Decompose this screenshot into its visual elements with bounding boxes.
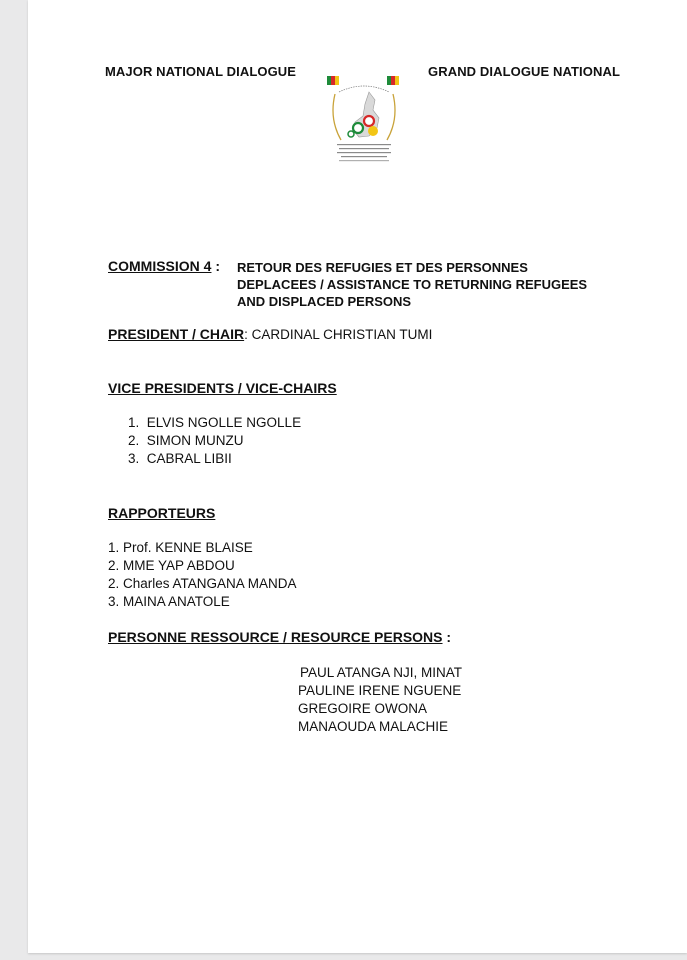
president-label: PRESIDENT / CHAIR (108, 326, 245, 342)
document-page (28, 0, 687, 953)
list-item: 2. MME YAP ABDOU (108, 558, 235, 573)
list-item: 1. ELVIS NGOLLE NGOLLE (128, 415, 302, 430)
list-item: PAULINE IRENE NGUENE (298, 683, 462, 698)
vice-presidents-heading: VICE PRESIDENTS / VICE-CHAIRS (108, 380, 337, 396)
commission-title (237, 259, 587, 310)
commission-title-line: AND DISPLACED PERSONS (237, 294, 412, 309)
resource-persons-suffix: : (442, 629, 452, 645)
commission-heading (108, 258, 224, 274)
rapporteurs-heading: RAPPORTEURS (108, 505, 216, 521)
list-item: GREGOIRE OWONA (298, 701, 428, 716)
header-left-title: MAJOR NATIONAL DIALOGUE (105, 64, 297, 79)
commission-title-line: RETOUR DES REFUGIES ET DES PERSONNES (237, 260, 528, 275)
vice-presidents-list (128, 414, 301, 468)
commission-label: COMMISSION 4 (108, 258, 212, 274)
commission-separator: : (211, 258, 224, 274)
president-name: CARDINAL CHRISTIAN TUMI (251, 327, 433, 342)
president-row (108, 326, 432, 344)
list-item: MANAOUDA MALACHIE (298, 719, 449, 734)
header-right-title: GRAND DIALOGUE NATIONAL (428, 64, 620, 79)
list-item: PAUL ATANGA NJI, MINAT (300, 665, 463, 680)
resource-persons-label: PERSONNE RESSOURCE / RESOURCE PERSONS (108, 629, 443, 645)
list-item: 3. MAINA ANATOLE (108, 594, 230, 609)
list-item: 1. Prof. KENNE BLAISE (108, 540, 253, 555)
list-item: 3. CABRAL LIBII (128, 451, 232, 466)
rapporteurs-list (108, 539, 297, 611)
national-dialogue-logo (325, 74, 403, 166)
resource-persons-heading (108, 629, 451, 645)
president-separator: : (244, 327, 252, 342)
resource-persons-list (298, 664, 462, 736)
list-item: 2. Charles ATANGANA MANDA (108, 576, 297, 591)
commission-title-line: DEPLACEES / ASSISTANCE TO RETURNING REFUGEES (237, 277, 588, 292)
list-item: 2. SIMON MUNZU (128, 433, 244, 448)
